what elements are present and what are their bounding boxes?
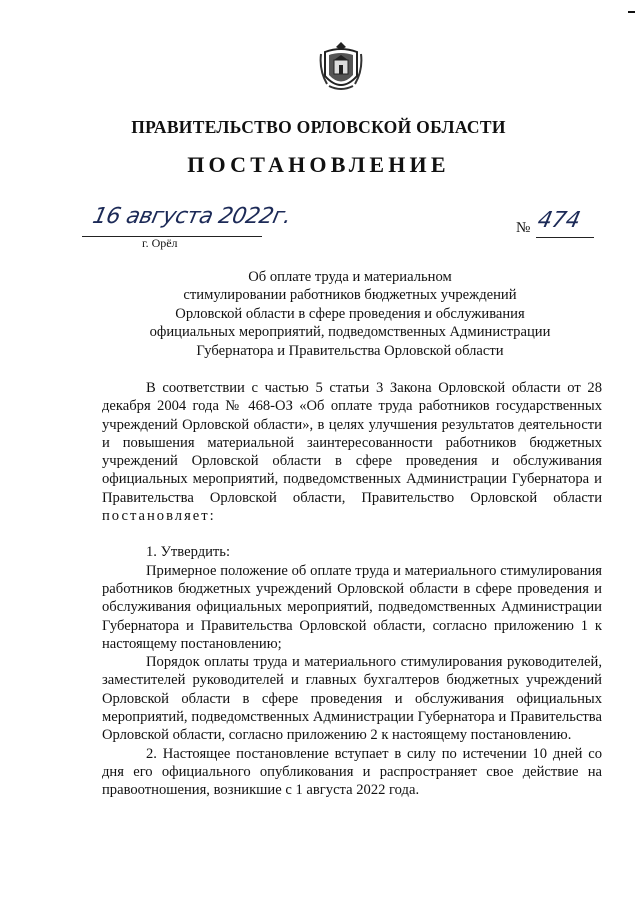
paragraph-gap	[102, 525, 602, 543]
government-title: ПРАВИТЕЛЬСТВО ОРЛОВСКОЙ ОБЛАСТИ	[131, 117, 506, 137]
city-label: г. Орёл	[142, 236, 178, 250]
decree-subject	[100, 268, 600, 360]
item-1-heading: 1. Утвердить:	[146, 544, 231, 561]
subject-line: стимулировании работников бюджетных учреждений	[183, 287, 517, 304]
preamble-text: В соответствии с частью 5 статьи 3 Закона Орловской области от 28 декабря 2004 года № 468-ОЗ «Об оплате труда работников государственных учреждений Орловской области», в целях улучшения результатов деятельности и повышения материальной заинтересованности работников бюджетных учреждений Орловской области в сфере проведения и обслуживания официальных мероприятий, подведомственных Администрации Губернатора и Правительства Орловской области, Правительство Орловской области	[102, 380, 602, 506]
subject-line: Губернатора и Правительства Орловской области	[196, 342, 504, 359]
scan-corner-mark	[628, 11, 635, 13]
preamble-verb: постановляет:	[102, 508, 216, 525]
coat-of-arms-icon	[319, 40, 363, 94]
subject-line: Об оплате труда и материальном	[248, 269, 452, 285]
preamble-paragraph	[102, 379, 602, 525]
handwritten-number: 474	[535, 208, 583, 233]
number-underline	[536, 237, 594, 238]
handwritten-date: 16 августа 2022г.	[90, 204, 294, 229]
item-1-approve-1: Примерное положение об оплате труда и материального стимулирования работников бюджетных учреждений Орловской области в сфере проведения и обслуживания официальных мероприятий, подведомственных Администрации Губернатора и Правительства Орловской области, согласно приложению 1 к настоящему постановлению;	[102, 562, 602, 652]
subject-line: официальных мероприятий, подведомственных Администрации	[149, 324, 551, 341]
item-1-approve-2: Порядок оплаты труда и материального стимулирования руководителей, заместителей руководителей и главных бухгалтеров бюджетных учреждений Орловской области в сфере проведения и обслуживания официальных мероприятий, подведомственных Администрации Губернатора и Правительства Орловской области, согласно приложению 2 к настоящему постановлению.	[102, 654, 602, 744]
document-type: ПОСТАНОВЛЕНИЕ	[187, 152, 450, 177]
item-2-paragraph: 2. Настоящее постановление вступает в силу по истечении 10 дней со дня его официального опубликования и распространяет свое действие на правоотношения, возникшие с 1 августа 2022 года.	[102, 745, 602, 799]
number-label: №	[516, 220, 531, 236]
decree-body	[102, 379, 602, 800]
subject-line: Орловской области в сфере проведения и обслуживания	[175, 305, 525, 322]
